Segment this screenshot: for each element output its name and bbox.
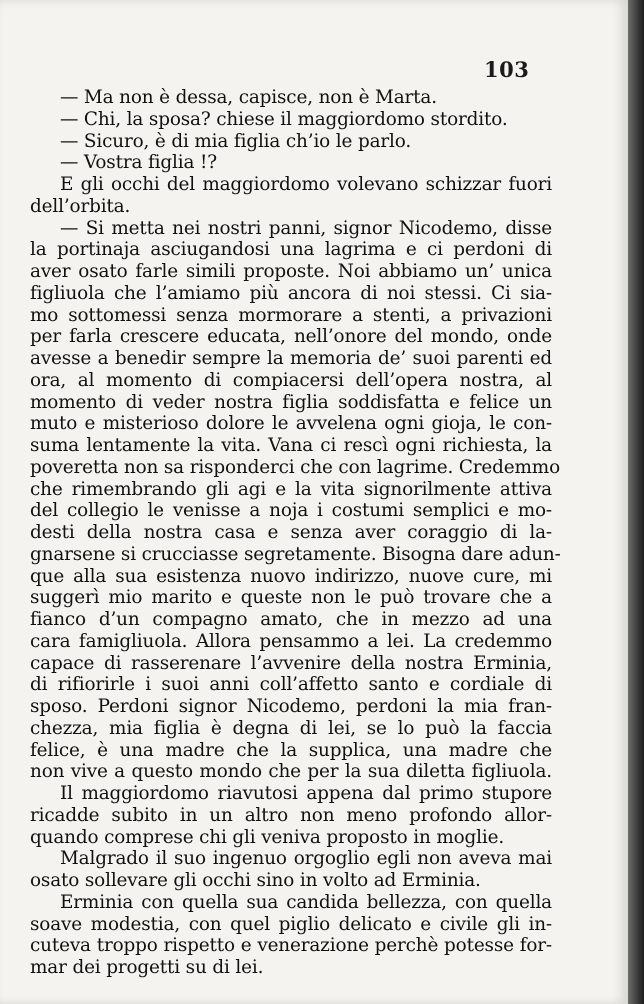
text-line: quando comprese chi gli veniva proposto in moglie. — [30, 826, 505, 848]
text-line: la portinaja asciugandosi una lagrima e ci perdoni di — [30, 239, 552, 261]
text-line: suma lentamente la vita. Vana ci rescì ogni richiesta, la — [30, 435, 552, 456]
page-edge-shadow — [628, 0, 644, 1004]
text-line: mar dei progetti su di lei. — [30, 957, 264, 978]
text-line: poveretta non sa risponderci che con lagrime. Credemmo — [30, 456, 561, 478]
text-line: ricadde subito in un altro non meno profondo allor- — [30, 804, 552, 826]
body-text — [30, 87, 561, 979]
text-line: soave modestia, con quel piglio delicato e civile gli in- — [30, 913, 552, 935]
text-line: dell’orbita. — [30, 195, 131, 217]
text-line: per farla crescere educata, nell’onore del mondo, onde — [30, 326, 552, 348]
text-line: E gli occhi del maggiordomo volevano schizzar fuori — [60, 174, 552, 195]
text-line: di rifiorirle i suoi anni coll’affetto santo e cordiale di — [30, 674, 552, 696]
text-line: momento di veder nostra figlia soddisfatta e felice un — [30, 391, 552, 413]
text-line: suggerì mio marito e queste non le può trovare che a — [30, 587, 552, 609]
text-line: sposo. Perdoni signor Nicodemo, perdoni la mia fran- — [30, 696, 552, 717]
text-line: osato sollevare gli occhi sino in volto ad Erminia. — [30, 870, 481, 891]
text-line: figliuola che l’amiamo più ancora di noi stessi. Ci sia- — [30, 282, 552, 304]
text-line: desti della nostra casa e senza aver coraggio di la- — [30, 522, 552, 543]
text-line: que alla sua esistenza nuovo indirizzo, nuove cure, mi — [30, 565, 552, 587]
text-line: fianco d’un compagno amato, che in mezzo ad una — [30, 609, 552, 630]
text-line: avesse a benedir sempre la memoria de’ suoi parenti ed — [30, 348, 552, 369]
text-line: — Ma non è dessa, capisce, non è Marta. — [60, 87, 437, 108]
text-line: mo sottomessi senza mormorare a stenti, a privazioni — [30, 304, 552, 326]
text-line: del collegio le venisse a noja i costumi semplici e mo- — [30, 500, 552, 522]
text-line: — Sicuro, è di mia figlia ch’io le parlo. — [60, 130, 412, 152]
page-number: 103 — [484, 57, 530, 82]
text-line: ora, al momento di compiacersi dell’opera nostra, al — [30, 369, 552, 391]
text-line: Malgrado il suo ingenuo orgoglio egli non aveva mai — [60, 848, 552, 870]
text-line: aver osato farle simili proposte. Noi abbiamo un’ unica — [30, 261, 552, 282]
text-line: capace di rasserenare l’avvenire della nostra Erminia, — [30, 652, 552, 674]
text-line: felice, è una madre che la supplica, una madre che — [30, 739, 552, 761]
text-line: — Si metta nei nostri panni, signor Nicodemo, disse — [60, 217, 552, 239]
text-line: — Vostra figlia !? — [60, 152, 217, 174]
text-line: — Chi, la sposa? chiese il maggiordomo stordito. — [60, 108, 508, 130]
text-line: che rimembrando gli agi e la vita signorilmente attiva — [30, 478, 552, 500]
text-line: muto e misterioso dolore le avvelena ogni gioja, le con- — [30, 413, 552, 435]
text-line: non vive a questo mondo che per la sua diletta figliuola. — [30, 761, 552, 783]
text-line: chezza, mia figlia è degna di lei, se lo può la faccia — [30, 717, 552, 739]
text-line: cara famigliuola. Allora pensammo a lei. La credemmo — [30, 630, 552, 652]
text-line: cuteva troppo rispetto e venerazione perchè potesse for- — [30, 935, 552, 957]
text-line: Erminia con quella sua candida bellezza, con quella — [60, 891, 552, 913]
text-line: gnarsene si crucciasse segretamente. Bisogna dare adun- — [30, 543, 561, 565]
text-line: Il maggiordomo riavutosi appena dal primo stupore — [60, 783, 552, 804]
